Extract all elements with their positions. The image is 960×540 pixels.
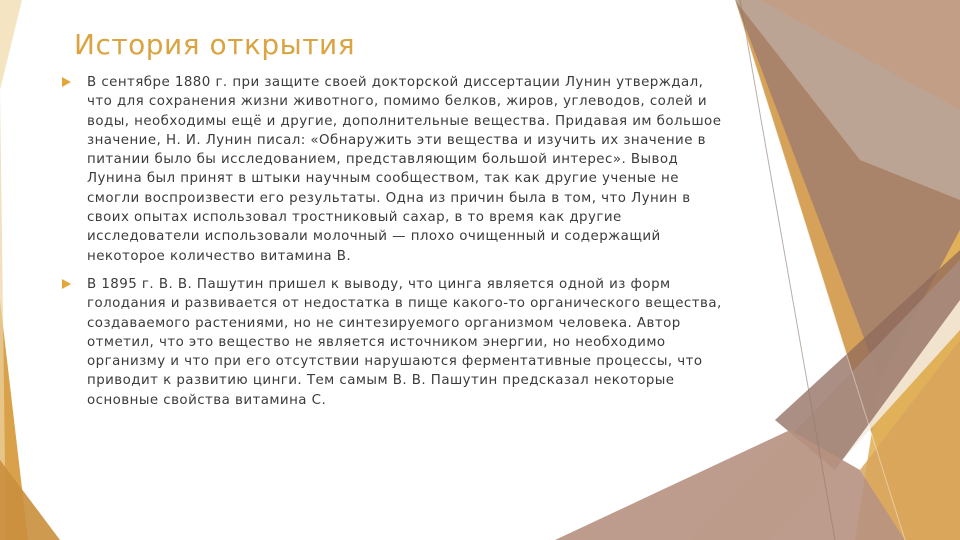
decor-facet-left-top-light <box>0 0 22 90</box>
decor-facet-left-bottom <box>0 460 60 540</box>
bullet-text: В 1895 г. В. В. Пашутин пришел к выводу, что цинга является одной из форм голодания и развивается от недостатка в пище какого-то органического вещества, создаваемого растениями, но не синтезируемого организмом человека. Автор отметил, что это вещество не является источником энергии, но необходимо организму и что при его отсутствии нарушаются ферментативные процессы, что приводит к развитию цинги. Тем самым В. В. Пашутин предсказал некоторые основные свойства витамина C. <box>87 276 722 408</box>
triangle-bullet-icon <box>62 279 71 289</box>
bullet-list <box>62 73 730 419</box>
list-item <box>62 73 730 266</box>
slide-title: История открытия <box>74 28 356 61</box>
list-item <box>62 275 730 410</box>
triangle-bullet-icon <box>62 77 71 87</box>
bullet-text: В сентябре 1880 г. при защите своей докторской диссертации Лунин утверждал, что для сохранения жизни животного, помимо белков, жиров, углеводов, солей и воды, необходимы ещё и другие, дополнительные вещества. Придавая им большое значение, Н. И. Лунин писал: «Обнаружить эти вещества и изучить их значение в питании было бы исследованием, представляющим большой интерес». Вывод Лунина был принят в штыки научным сообществом, так как другие ученые не смогли воспроизвести его результаты. Одна из причин была в том, что Лунин в своих опытах использовал тростниковый сахар, в то время как другие исследователи использовали молочный — плохо очищенный и содержащий некоторое количество витамина B. <box>87 75 722 264</box>
